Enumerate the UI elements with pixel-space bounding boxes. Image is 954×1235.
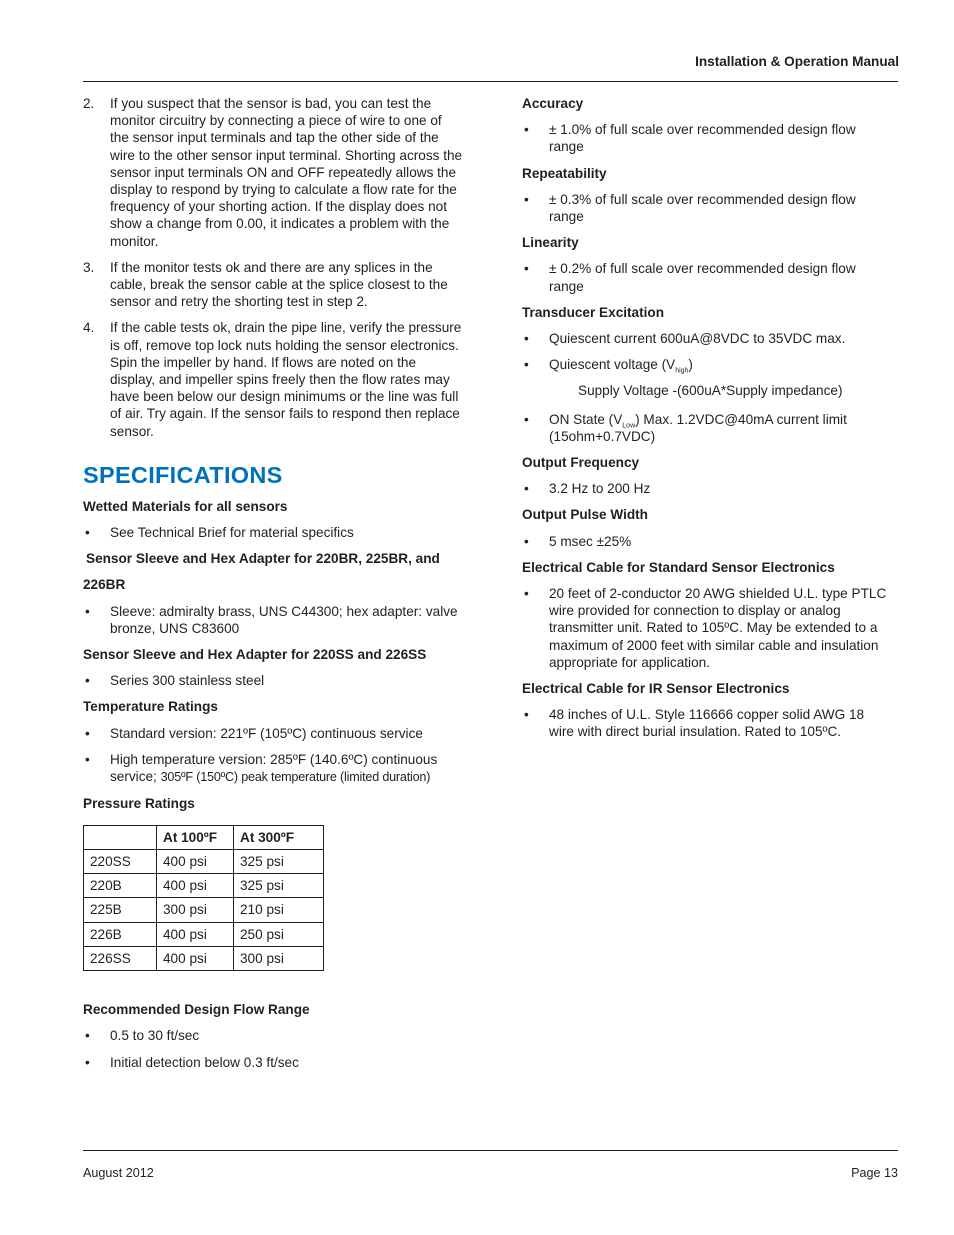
list-item-text: ± 1.0% of full scale over recommended design flow range bbox=[549, 122, 856, 155]
list-item-text: ± 0.2% of full scale over recommended design flow range bbox=[549, 261, 856, 294]
specifications-title: SPECIFICATIONS bbox=[83, 461, 283, 488]
troubleshooting-steps bbox=[83, 95, 463, 440]
right-column bbox=[522, 95, 892, 750]
temperature-heading: Temperature Ratings bbox=[83, 699, 218, 715]
step-item bbox=[83, 259, 463, 311]
cable-ir-heading: Electrical Cable for IR Sensor Electronics bbox=[522, 681, 790, 697]
footer-date: August 2012 bbox=[83, 1166, 154, 1180]
bullet: • bbox=[524, 533, 529, 549]
step-number: 3. bbox=[83, 259, 95, 275]
list-item bbox=[522, 411, 892, 445]
table-header-cell: At 100ºF bbox=[157, 825, 234, 849]
table-cell: 400 psi bbox=[157, 849, 234, 873]
list-item-text: Quiescent voltage (V bbox=[549, 357, 676, 373]
cable-standard-heading: Electrical Cable for Standard Sensor Electronics bbox=[522, 559, 835, 575]
list-item-text: See Technical Brief for material specifics bbox=[110, 525, 354, 541]
subscript: high bbox=[675, 367, 689, 375]
table-cell: 220B bbox=[84, 874, 157, 898]
list-item bbox=[522, 260, 892, 294]
excitation-heading: Transducer Excitation bbox=[522, 304, 665, 320]
table-cell: 400 psi bbox=[157, 874, 234, 898]
table-row bbox=[84, 898, 324, 922]
header-rule bbox=[83, 81, 898, 82]
list-item bbox=[83, 1027, 463, 1044]
list-item-text: Initial detection below 0.3 ft/sec bbox=[110, 1054, 299, 1070]
table-cell: 220SS bbox=[84, 849, 157, 873]
step-text: If you suspect that the sensor is bad, you can test the monitor circuitry by connecting a piece of wire to one of the sensor input terminals and tap the other side of the wire to the other sensor input terminal. Shorting across the sensor input terminals ON and OFF repeatedly allows the display to respond by trying to calculate a flow rate for the frequency of your shorting action. If the display does not show a change from 0.00, it indicates a problem with the monitor. bbox=[110, 96, 463, 249]
bullet: • bbox=[85, 1054, 90, 1070]
table-cell: 226B bbox=[84, 922, 157, 946]
list-item bbox=[522, 585, 892, 671]
list-item-text-small: 305ºF (150ºC) peak temperature (limited duration) bbox=[160, 770, 431, 785]
bullet: • bbox=[85, 725, 90, 741]
step-item bbox=[83, 319, 463, 439]
list-item bbox=[522, 191, 892, 225]
table-cell: 300 psi bbox=[234, 946, 324, 970]
output-frequency-heading: Output Frequency bbox=[522, 455, 640, 471]
list-item-text: ± 0.3% of full scale over recommended design flow range bbox=[549, 191, 856, 225]
pulse-width-heading: Output Pulse Width bbox=[522, 507, 648, 523]
bullet: • bbox=[524, 331, 529, 347]
bullet: • bbox=[85, 525, 90, 541]
pressure-table bbox=[83, 825, 324, 972]
table-cell: 210 psi bbox=[234, 898, 324, 922]
bullet: • bbox=[524, 411, 529, 427]
bullet: • bbox=[524, 261, 529, 277]
table-header-cell bbox=[84, 825, 157, 849]
flow-range-heading: Recommended Design Flow Range bbox=[83, 1002, 310, 1018]
list-item-text: 0.5 to 30 ft/sec bbox=[110, 1028, 200, 1044]
header-title: Installation & Operation Manual bbox=[695, 54, 899, 69]
step-text: If the monitor tests ok and there are any splices in the cable, break the sensor cable at the splice closest to the sensor and retry the shorting test in step 2. bbox=[110, 259, 448, 310]
list-item bbox=[522, 356, 892, 373]
table-cell: 226SS bbox=[84, 946, 157, 970]
bullet: • bbox=[524, 481, 529, 497]
page-number: Page 13 bbox=[851, 1166, 898, 1180]
list-item bbox=[522, 533, 892, 550]
subscript: Low bbox=[622, 422, 636, 430]
table-row bbox=[84, 849, 324, 873]
list-item bbox=[83, 603, 463, 637]
accuracy-heading: Accuracy bbox=[522, 96, 584, 111]
list-item bbox=[522, 121, 892, 155]
bullet: • bbox=[85, 603, 90, 619]
table-header-cell: At 300ºF bbox=[234, 825, 324, 849]
table-cell: 400 psi bbox=[157, 922, 234, 946]
sleeve-br-heading: Sensor Sleeve and Hex Adapter for 220BR, 225BR, and bbox=[86, 551, 440, 567]
list-item-text: ) Max. 1.2VDC@40mA current limit (15ohm+0.7VDC) bbox=[549, 411, 847, 444]
table-cell: 325 psi bbox=[234, 849, 324, 873]
footer-rule bbox=[83, 1150, 898, 1151]
list-item bbox=[522, 330, 892, 347]
bullet: • bbox=[85, 673, 90, 689]
supply-voltage-line: Supply Voltage -(600uA*Supply impedance) bbox=[578, 383, 843, 399]
list-item bbox=[522, 706, 892, 740]
sleeve-br-heading-line2: 226BR bbox=[83, 577, 126, 593]
table-header-row bbox=[84, 825, 324, 849]
linearity-heading: Linearity bbox=[522, 235, 579, 251]
repeatability-heading: Repeatability bbox=[522, 165, 607, 181]
bullet: • bbox=[85, 751, 90, 767]
list-item-text: 5 msec ±25% bbox=[549, 533, 632, 549]
table-cell: 400 psi bbox=[157, 946, 234, 970]
list-item bbox=[83, 725, 463, 742]
list-item-text: Quiescent current 600uA@8VDC to 35VDC max. bbox=[549, 331, 846, 347]
left-column bbox=[83, 95, 463, 1080]
table-cell: 250 psi bbox=[234, 922, 324, 946]
bullet: • bbox=[524, 122, 529, 138]
pressure-heading: Pressure Ratings bbox=[83, 796, 195, 812]
table-row bbox=[84, 946, 324, 970]
list-item-text: High temperature version: 285ºF (140.6ºC) continuous service; bbox=[110, 751, 438, 785]
list-item-text: Sleeve: admiralty brass, UNS C44300; hex adapter: valve bronze, UNS C83600 bbox=[110, 603, 458, 636]
table-cell: 225B bbox=[84, 898, 157, 922]
bullet: • bbox=[524, 707, 529, 723]
bullet: • bbox=[524, 586, 529, 602]
list-item bbox=[83, 751, 463, 786]
list-item bbox=[522, 480, 892, 497]
table-cell: 325 psi bbox=[234, 874, 324, 898]
table-row bbox=[84, 922, 324, 946]
bullet: • bbox=[85, 1028, 90, 1044]
list-item bbox=[83, 1054, 463, 1071]
step-text: If the cable tests ok, drain the pipe line, verify the pressure is off, remove top lock nuts holding the sensor electronics. Spin the impeller by hand. If flows are noted on the display, and impeller spins freely then the flow rates may have been below our design minimums or the line was full of air. Try again. If the sensor fails to respond then replace sensor. bbox=[110, 320, 462, 439]
list-item-text: 3.2 Hz to 200 Hz bbox=[549, 481, 651, 497]
table-cell: 300 psi bbox=[157, 898, 234, 922]
list-item-text: ON State (V bbox=[549, 411, 623, 427]
list-item-text: 20 feet of 2-conductor 20 AWG shielded U.L. type PTLC wire provided for connection to display or analog transmitter unit. Rated to 105ºC. May be extended to a maximum of 2000 feet with similar cable and insulation appropriate for application. bbox=[549, 586, 887, 670]
wetted-materials-heading: Wetted Materials for all sensors bbox=[83, 498, 288, 514]
list-item-text: 48 inches of U.L. Style 116666 copper solid AWG 18 wire with direct burial insulation. Rated to 105ºC. bbox=[549, 707, 865, 740]
list-item-text: Standard version: 221ºF (105ºC) continuous service bbox=[110, 725, 423, 741]
step-number: 4. bbox=[83, 320, 95, 336]
step-item bbox=[83, 95, 463, 250]
list-item-text: ) bbox=[688, 357, 693, 373]
bullet: • bbox=[524, 357, 529, 373]
list-item bbox=[83, 672, 463, 689]
step-number: 2. bbox=[83, 96, 95, 111]
table-row bbox=[84, 874, 324, 898]
list-item-text: Series 300 stainless steel bbox=[110, 673, 265, 689]
sleeve-ss-heading: Sensor Sleeve and Hex Adapter for 220SS and 226SS bbox=[83, 647, 427, 663]
bullet: • bbox=[524, 191, 529, 207]
list-item bbox=[83, 524, 463, 541]
